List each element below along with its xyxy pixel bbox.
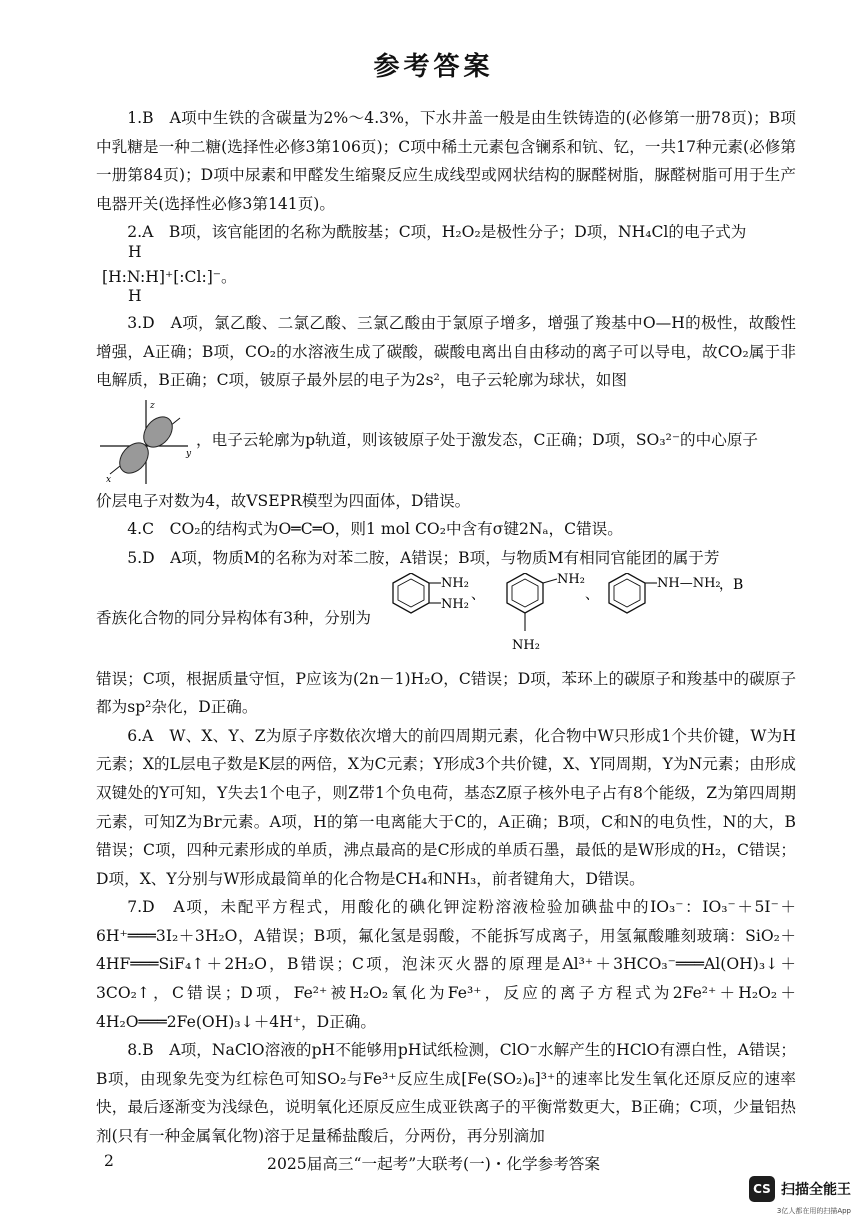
- footer-title: 2025届高三“一起考”大联考(一)・化学参考答案: [267, 1155, 600, 1173]
- lewis-h-top: H: [128, 242, 142, 261]
- camscanner-watermark: [749, 1176, 851, 1215]
- answer-body: [96, 104, 796, 1151]
- axis-z-label: z: [150, 400, 155, 411]
- camscanner-logo-icon: CS: [749, 1176, 775, 1202]
- answer-2: 2.A B项，该官能团的名称为酰胺基；C项，H₂O₂是极性分子；D项，NH₄Cl的电子式为: [127, 223, 747, 242]
- isomer2-nh2-right: NH₂: [557, 572, 585, 587]
- answer-1: 1.B A项中生铁的含碳量为2%～4.3%，下水井盖一般是由生铁铸造的(必修第一册78页)；B项中乳糖是一种二糖(选择性必修3第106页)；C项中稀土元素包含镧系和钪、钇，一共17种元素(必修第一册第84页)；D项中尿素和甲醛发生缩聚反应生成线型或网状结构的脲醛树脂，脲醛树脂可用于生产电器开关(选择性必修3第141页)。: [96, 109, 796, 213]
- watermark-sub: 3亿人都在用的扫描App: [776, 1207, 851, 1215]
- answer-8: 8.B A项，NaClO溶液的pH不能够用pH试纸检测，ClO⁻水解产生的HClO有漂白性，A错误；B项，由现象先变为红棕色可知SO₂与Fe³⁺反应生成[Fe(SO₂)₆]³⁺的速率比发生氧化还原反应的速率快，最后逐渐变为浅绿色，说明氧化还原反应生成亚铁离子的平衡常数更大，B正确；C项，少量铝热剂(只有一种金属氧化物)溶于足量稀盐酸后，分两份，再分别滴加: [96, 1041, 796, 1146]
- watermark-name: 扫描全能王: [781, 1182, 851, 1198]
- isomer-tail: ，B: [719, 576, 744, 593]
- answer-3-part-c: 价层电子对数为4，故VSEPR模型为四面体，D错误。: [96, 491, 471, 510]
- orbital-figure-row: [96, 395, 796, 487]
- isomer2-nh2-bottom: NH₂: [512, 637, 540, 653]
- nh4cl-electron-formula: [96, 242, 796, 309]
- answer-4: 4.C CO₂的结构式为O═C═O，则1 mol CO₂中含有σ键2Nₐ，C错误。: [127, 520, 623, 539]
- isomer1-nh2-bottom: NH₂: [441, 596, 469, 612]
- isomer1-nh2-top: NH₂: [441, 575, 469, 591]
- separator-2: 、: [585, 586, 600, 603]
- isomer3-hydrazine-label: NH—NH₂: [657, 575, 721, 591]
- answer-7: 7.D A项，未配平方程式，用酸化的碘化钾淀粉溶液检验加碘盐中的IO₃⁻：IO₃⁻＋5I⁻＋6H⁺═══3I₂＋3H₂O，A错误；B项，氟化氢是弱酸，不能拆写成离子，用氢氟酸雕刻玻璃：SiO₂＋4HF═══SiF₄↑＋2H₂O，B错误；C项，泡沫灭火器的原理是Al³⁺＋3HCO₃⁻═══Al(OH)₃↓＋3CO₂↑，C错误；D项，Fe²⁺被H₂O₂氧化为Fe³⁺，反应的离子方程式为2Fe²⁺＋H₂O₂＋4H₂O═══2Fe(OH)₃↓＋4H⁺，D正确。: [96, 898, 796, 1031]
- page-title: 参考答案: [373, 52, 494, 82]
- separator-1: 、: [471, 586, 486, 603]
- answer-6: 6.A W、X、Y、Z为原子序数依次增大的前四周期元素，化合物中W只形成1个共价键，W为H元素；X的L层电子数是K层的两倍，X为C元素；Y形成3个共价键，X、Y同周期，Y为N元素；由形成双键处的Y可知，Y失去1个电子，则Z带1个负电荷，基态Z原子核外电子占有8个能级，Z为第四周期元素，可知Z为Br元素。A项，H的第一电离能大于C的，A正确；B项，C和N的电负性，N的大，B错误；C项，四种元素形成的单质，沸点最高的是C形成的单质石墨，最低的是W形成的H₂，C错误；D项，X、Y分别与W形成最简单的化合物是CH₄和NH₃，前者键角大，D错误。: [96, 726, 796, 888]
- lewis-h-bottom: H: [128, 286, 142, 305]
- answer-3-part-b: ，电子云轮廓为p轨道，则该铍原子处于激发态，C正确；D项，SO₃²⁻的中心原子: [196, 431, 759, 450]
- axis-x-label: x: [106, 474, 112, 485]
- isomer-structures: [371, 573, 743, 665]
- isomer-structures-row: [96, 573, 796, 665]
- answer-5-part-a: 5.D A项，物质M的名称为对苯二胺，A错误；B项，与物质M有相同官能团的属于芳: [127, 548, 720, 567]
- answer-5-part-b: 香族化合物的同分异构体有3种，分别为: [96, 609, 372, 628]
- lewis-middle: [H:N:H]⁺[:Cl:]⁻。: [102, 267, 237, 286]
- p-orbital-diagram: [96, 396, 196, 486]
- answer-5-part-c: 错误；C项，根据质量守恒，P应该为(2n－1)H₂O，C错误；D项，苯环上的碳原子和羧基中的碳原子都为sp²杂化，D正确。: [96, 669, 796, 717]
- page-number: 2: [104, 1152, 114, 1170]
- answer-3-part-a: 3.D A项，氯乙酸、二氯乙酸、三氯乙酸由于氯原子增多，增强了羧基中O—H的极性，故酸性增强，A正确；B项，CO₂的水溶液生成了碳酸，碳酸电离出自由移动的离子可以导电，故CO₂属于非电解质，B正确；C项，铍原子最外层的电子为2s²，电子云轮廓为球状，如图: [96, 313, 796, 390]
- axis-y-label: y: [186, 448, 192, 459]
